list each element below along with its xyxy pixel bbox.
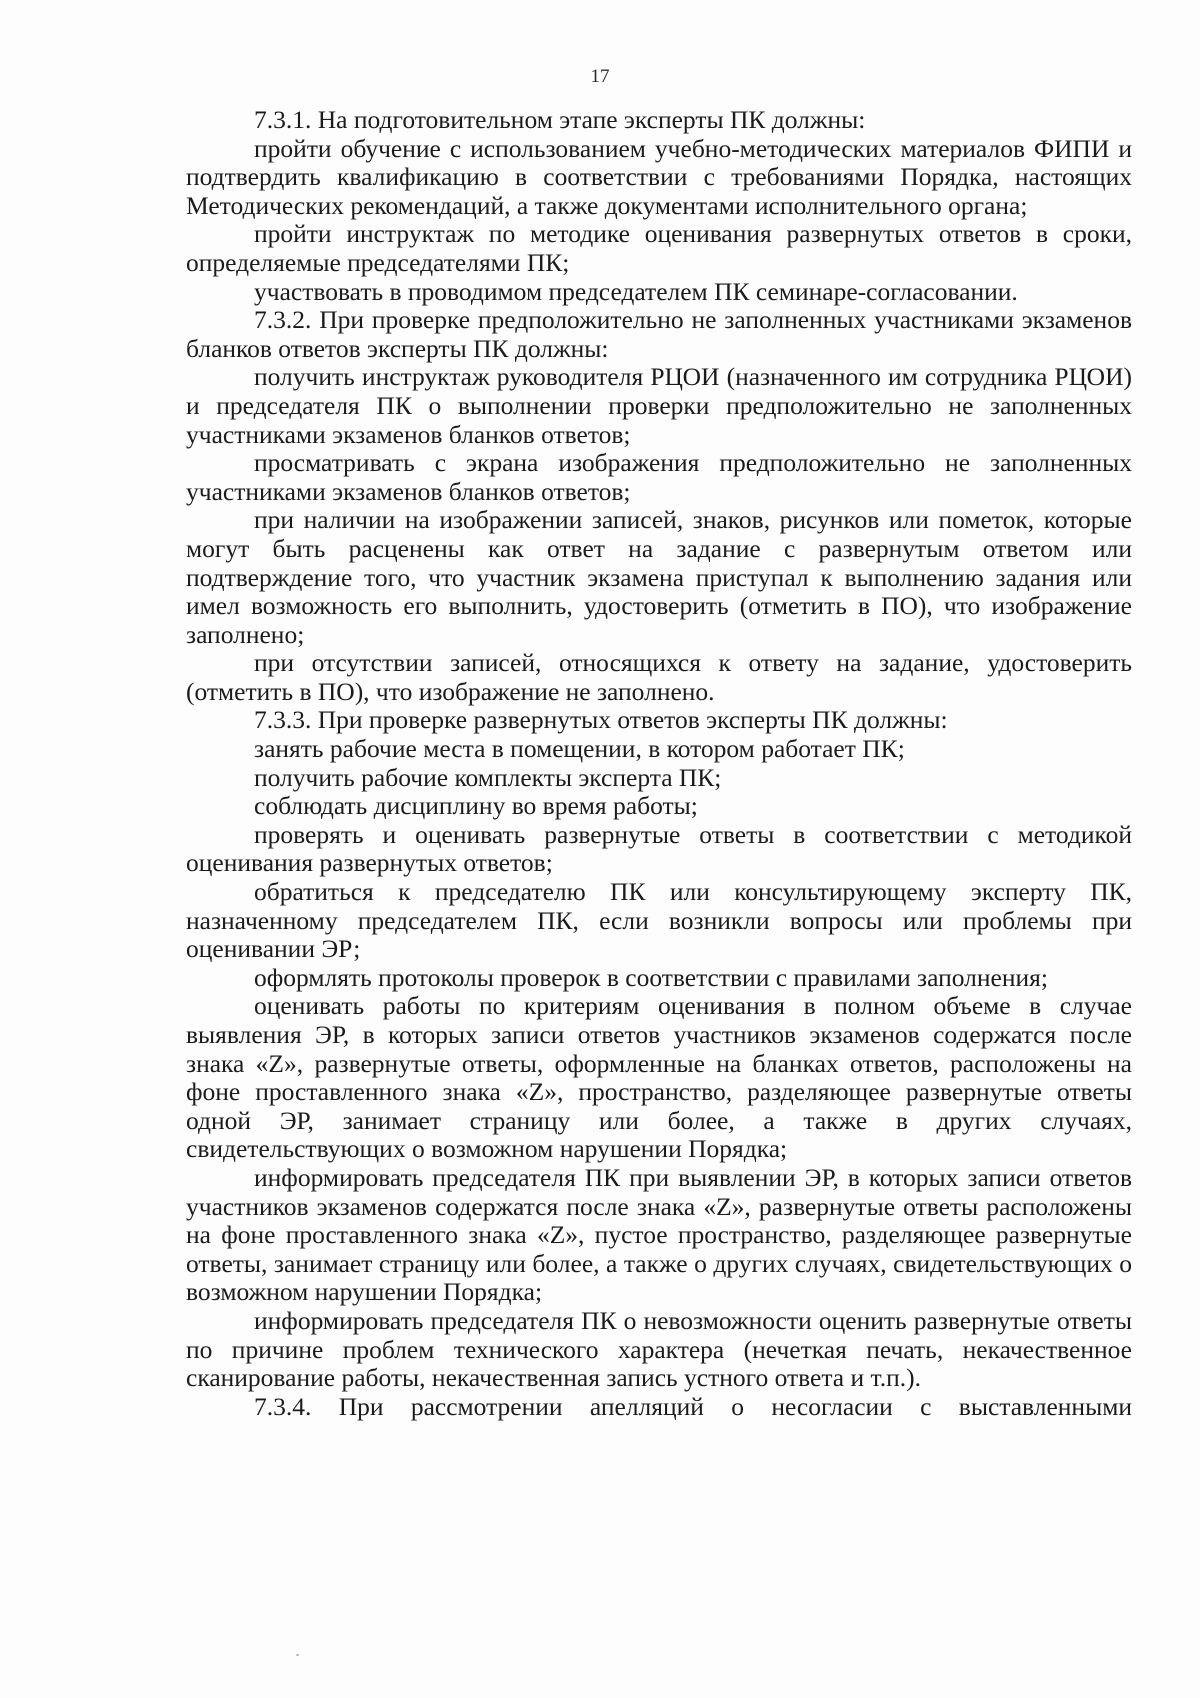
section-heading-7-3-4: 7.3.4. При рассмотрении апелляций о несогласии с выставленными <box>254 1391 1132 1421</box>
paragraph-seminar: участвовать в проводимом председателем ПК семинаре-согласовании. <box>254 276 1018 306</box>
paragraph-training: пройти обучение с использованием учебно-методических материалов ФИПИ и подтвердить квалификацию в соответствии с требованиями Порядка, настоящих Методических рекомендаций, а также документами исполнительного органа; <box>186 133 1132 220</box>
paragraph-inform-technical: информировать председателя ПК о невозможности оценить развернутые ответы по причине проблем технического характера (нечеткая печать, некачественное сканирование работы, некачественная запись устного ответа и т.п.). <box>186 1305 1132 1393</box>
paragraph-instruction: пройти инструктаж по методике оценивания развернутых ответов в сроки, определяемые председателями ПК; <box>186 219 1132 277</box>
paragraph-full-evaluation: оценивать работы по критериям оценивания в полном объеме в случае выявления ЭР, в которых записи ответов участников экзаменов содержатся после знака «Z», развернутые ответы, оформленные на бланках ответов, расположены на фоне проставленного знака «Z», пространство, разделяющее развернутые ответы одной ЭР, занимает страницу или более, а также в других случаях, свидетельствующих о возможном нарушении Порядка; <box>186 991 1132 1164</box>
paragraph-consult: обратиться к председателю ПК или консультирующему эксперту ПК, назначенному председателем ПК, если возникли вопросы или проблемы при оценивании ЭР; <box>186 877 1132 964</box>
page-number: 17 <box>590 66 610 87</box>
paragraph-workplaces: занять рабочие места в помещении, в котором работает ПК; <box>254 734 905 764</box>
section-heading-7-3-3: 7.3.3. При проверке развернутых ответов эксперты ПК должны: <box>254 705 948 735</box>
paragraph-rcoi-instruction: получить инструктаж руководителя РЦОИ (назначенного им сотрудника РЦОИ) и председателя ПК о выполнении проверки предположительно не заполненных участниками экзаменов бланков ответов; <box>186 362 1132 449</box>
paragraph-protocols: оформлять протоколы проверок в соответствии с правилами заполнения; <box>254 962 1048 992</box>
paragraph-image-filled: при наличии на изображении записей, знаков, рисунков или пометок, которые могут быть расценены как ответ на задание с развернутым ответом или подтверждение того, что участник экзамена приступал к выполнению задания или имел возможность его выполнить, удостоверить (отметить в ПО), что изображение заполнено; <box>186 505 1132 649</box>
paragraph-inform-violations: информировать председателя ПК при выявлении ЭР, в которых записи ответов участников экзаменов содержатся после знака «Z», развернутые ответы расположены на фоне проставленного знака «Z», пустое пространство, разделяющее развернутые ответы, занимает страницу или более, а также о других случаях, свидетельствующих о возможном нарушении Порядка; <box>186 1162 1132 1307</box>
paragraph-discipline: соблюдать дисциплину во время работы; <box>254 791 698 821</box>
paragraph-image-not-filled: при отсутствии записей, относящихся к ответу на задание, удостоверить (отметить в ПО), что изображение не заполнено. <box>186 648 1132 706</box>
section-heading-7-3-1: 7.3.1. На подготовительном этапе эксперты ПК должны: <box>254 105 866 134</box>
paragraph-view-images: просматривать с экрана изображения предположительно не заполненных участниками экзаменов бланков ответов; <box>186 448 1132 506</box>
paragraph-evaluate: проверять и оценивать развернутые ответы в соответствии с методикой оценивания развернутых ответов; <box>186 819 1132 878</box>
paragraph-work-kits: получить рабочие комплекты эксперта ПК; <box>254 762 722 792</box>
scan-artifact-dot <box>296 1654 299 1656</box>
document-body <box>186 106 1132 1421</box>
section-heading-7-3-2: 7.3.2. При проверке предположительно не заполненных участниками экзаменов бланков ответов эксперты ПК должны: <box>186 305 1132 363</box>
